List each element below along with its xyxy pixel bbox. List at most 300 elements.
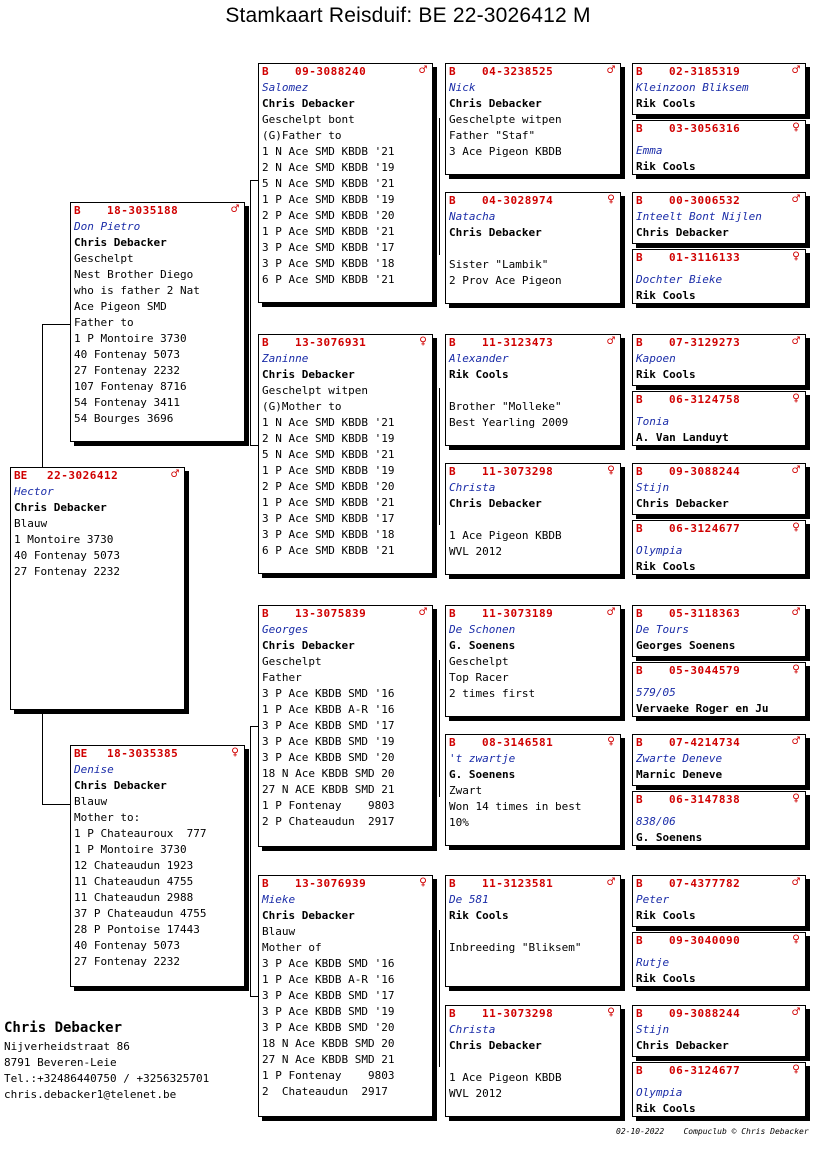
info-line: Geschelpt [262,655,322,668]
info-line: 3 P Ace SMD KBDB '18 [262,257,395,270]
owner-name: Rik Cools [636,289,696,302]
pigeon-name: Denise [74,763,114,776]
info-line: Geschelpt [449,655,509,668]
ring-number: 09-3088244 [669,465,741,478]
country-code: B [636,522,643,535]
owner-name: Chris Debacker [449,1039,542,1052]
country-code: B [262,877,269,890]
country-code: BE [74,747,88,760]
info-line: 3 P Ace KBDB SMD '17 [262,719,395,732]
pigeon-card-gg-grandparent[interactable] [632,63,806,115]
ring-number: 11-3073298 [482,1007,554,1020]
info-line: 40 Fontenay 5073 [14,549,120,562]
country-code: B [636,793,643,806]
ring-number: 01-3116133 [669,251,741,264]
owner-name: G. Soenens [449,639,516,652]
info-line: WVL 2012 [449,545,502,558]
country-code: B [74,204,81,217]
male-icon: ♂ [792,734,800,749]
ring-number: 22-3026412 [47,469,119,482]
info-line [446,241,620,257]
info-line: 54 Bourges 3696 [74,412,174,425]
info-line [446,383,620,399]
connector-line [250,726,258,727]
pigeon-name: Peter [636,893,670,906]
connector-line [250,180,258,181]
pigeon-card-gg-grandparent[interactable] [632,334,806,386]
connector-line [439,930,440,1067]
info-line: 54 Fontenay 3411 [74,396,180,409]
pigeon-name: Stijn [636,481,670,494]
female-icon: ♀ [792,662,800,677]
male-icon: ♂ [607,875,615,890]
info-line: Father to [74,316,134,329]
connector-line [439,118,440,255]
pigeon-card-gg-grandparent[interactable] [632,1005,806,1057]
owner-name: Rik Cools [636,1102,696,1115]
info-line [446,512,620,528]
ring-number: 13-3076931 [295,336,367,349]
pigeon-name: Rutje [636,956,670,969]
info-line: 40 Fontenay 5073 [74,939,180,952]
info-line: Geschelpt [74,252,134,265]
female-icon: ♀ [607,734,615,749]
info-line: Blauw [74,795,108,808]
info-line: 3 P Ace KBDB SMD '20 [262,1021,395,1034]
pigeon-name: Zwarte Deneve [636,752,723,765]
pigeon-name: Christa [449,1023,496,1036]
info-line: 2 P Ace SMD KBDB '20 [262,209,395,222]
ring-number: 07-3129273 [669,336,741,349]
country-code: B [262,336,269,349]
pigeon-card-gg-grandparent[interactable] [632,120,806,175]
ring-number: 05-3044579 [669,664,741,677]
pigeon-name: Dochter Bieke [636,273,723,286]
pigeon-name: 579/05 [636,686,676,699]
pigeon-card-grandsire-maternal[interactable] [258,605,433,847]
pigeon-card-gg-grandparent[interactable] [632,463,806,515]
info-line: 27 N Ace KBDB SMD 21 [262,1053,395,1066]
info-line: 18 N Ace KBDB SMD 20 [262,767,395,780]
info-line: Mother to: [74,811,141,824]
info-line: 10% [449,816,469,829]
info-line: 3 P Ace KBDB SMD '20 [262,751,395,764]
pigeon-card-grandsire-paternal[interactable] [258,63,433,303]
ring-number: 11-3073298 [482,465,554,478]
owner-name: Rik Cools [449,909,509,922]
owner-name: Rik Cools [636,972,696,985]
pigeon-name: 't zwartje [449,752,516,765]
owner-name: Chris Debacker [262,97,355,110]
owner-name: Georges Soenens [636,639,736,652]
country-code: B [636,664,643,677]
male-icon: ♂ [792,1005,800,1020]
breeder-phone: Tel.:+32486440750 / +3256325701 [4,1072,210,1085]
info-line: 6 P Ace SMD KBDB '21 [262,544,395,557]
ring-number: 02-3185319 [669,65,741,78]
footer-credit: Compuclub © Chris Debacker [683,1127,809,1136]
owner-name: Chris Debacker [449,497,542,510]
pigeon-name: Don Pietro [74,220,141,233]
pigeon-name: Olympia [636,544,683,557]
pigeon-card-mother[interactable] [70,745,245,987]
ring-number: 13-3076939 [295,877,367,890]
connector-line [42,324,70,325]
info-line: 5 N Ace SMD KBDB '21 [262,177,395,190]
ring-number: 09-3088240 [295,65,367,78]
ring-number: 09-3088244 [669,1007,741,1020]
owner-name: Rik Cools [636,97,696,110]
page-title: Stamkaart Reisduif: BE 22-3026412 M [225,4,591,27]
info-line: 2 Chateaudun 2917 [262,1085,388,1098]
pigeon-name: De Tours [636,623,689,636]
ring-number: 00-3006532 [669,194,741,207]
ring-number: 11-3123581 [482,877,554,890]
info-line: 27 Fontenay 2232 [14,565,120,578]
info-line: Top Racer [449,671,509,684]
owner-name: Chris Debacker [636,1039,729,1052]
male-icon: ♂ [419,605,427,620]
owner-name: Chris Debacker [262,368,355,381]
pigeon-card-great-grandparent[interactable] [445,192,621,304]
owner-name: Vervaeke Roger en Ju [636,702,769,715]
connector-line [439,660,440,797]
male-icon: ♂ [171,467,179,482]
pigeon-card-granddam-maternal[interactable] [258,875,433,1117]
pigeon-name: Nick [449,81,476,94]
pigeon-card-subject[interactable] [10,467,185,710]
info-line: 37 P Chateaudun 4755 [74,907,207,920]
female-icon: ♀ [607,1005,615,1020]
footer [616,1127,809,1136]
connector-line [250,445,258,446]
info-line: Father "Staf" [449,129,536,142]
pigeon-card-great-grandparent[interactable] [445,875,621,987]
pigeon-card-gg-grandparent[interactable] [632,1062,806,1117]
connector-line [250,996,258,997]
owner-name: Chris Debacker [636,226,729,239]
breeder-email: chris.debacker1@telenet.be [4,1088,177,1101]
info-line: Mother of [262,941,322,954]
breeder-info [4,1017,209,1103]
info-line: Won 14 times in best [449,800,582,813]
female-icon: ♀ [607,463,615,478]
ring-number: 04-3028974 [482,194,554,207]
info-line: 1 P Montoire 3730 [74,332,187,345]
owner-name: Rik Cools [636,368,696,381]
female-icon: ♀ [792,520,800,535]
male-icon: ♂ [792,192,800,207]
ring-number: 11-3123473 [482,336,554,349]
pigeon-card-gg-grandparent[interactable] [632,391,806,446]
male-icon: ♂ [607,334,615,349]
info-line: 6 P Ace SMD KBDB '21 [262,273,395,286]
owner-name: Rik Cools [636,560,696,573]
info-line: Blauw [262,925,296,938]
info-line: 2 P Chateaudun 2917 [262,815,395,828]
info-line [446,924,620,940]
info-line: 27 N ACE KBDB SMD 21 [262,783,395,796]
female-icon: ♀ [792,791,800,806]
info-line: 3 P Ace SMD KBDB '17 [262,241,395,254]
info-line: 2 P Ace SMD KBDB '20 [262,480,395,493]
info-line: 1 P Fontenay 9803 [262,1069,395,1082]
country-code: B [636,607,643,620]
ring-number: 06-3124758 [669,393,741,406]
pigeon-card-gg-grandparent[interactable] [632,192,806,244]
info-line: 2 times first [449,687,536,700]
male-icon: ♂ [792,63,800,78]
owner-name: Chris Debacker [262,909,355,922]
country-code: B [449,65,456,78]
owner-name: Chris Debacker [262,639,355,652]
info-line: 18 N Ace KBDB SMD 20 [262,1037,395,1050]
info-line: 11 Chateaudun 2988 [74,891,194,904]
ring-number: 05-3118363 [669,607,741,620]
info-line: 1 P Ace KBDB A-R '16 [262,973,395,986]
info-line: Geschelpt bont [262,113,355,126]
info-line: 1 P Chateauroux 777 [74,827,207,840]
owner-name: Rik Cools [449,368,509,381]
info-line: 3 P Ace KBDB SMD '17 [262,989,395,1002]
info-line: 12 Chateaudun 1923 [74,859,194,872]
ring-number: 04-3238525 [482,65,554,78]
owner-name: Marnic Deneve [636,768,723,781]
pigeon-name: Salomez [262,81,309,94]
ring-number: 18-3035188 [107,204,179,217]
male-icon: ♂ [231,202,239,217]
pigeon-card-great-grandparent[interactable] [445,334,621,446]
pigeon-card-gg-grandparent[interactable] [632,932,806,987]
info-line: 1 P Ace SMD KBDB '19 [262,193,395,206]
female-icon: ♀ [792,120,800,135]
connector-line [42,324,43,469]
country-code: B [449,336,456,349]
info-line: 5 N Ace SMD KBDB '21 [262,448,395,461]
owner-name: Rik Cools [636,160,696,173]
pigeon-card-father[interactable] [70,202,245,442]
info-line: Best Yearling 2009 [449,416,569,429]
country-code: B [636,1007,643,1020]
connector-line [439,388,440,525]
pigeon-name: 838/06 [636,815,676,828]
info-line: who is father 2 Nat [74,284,200,297]
info-line: Nest Brother Diego [74,268,194,281]
ring-number: 06-3124677 [669,1064,741,1077]
ring-number: 06-3124677 [669,522,741,535]
connector-line [42,714,43,804]
country-code: B [449,607,456,620]
owner-name: Chris Debacker [74,779,167,792]
pigeon-card-great-grandparent[interactable] [445,1005,621,1117]
info-line: 2 N Ace SMD KBDB '19 [262,432,395,445]
ring-number: 08-3146581 [482,736,554,749]
country-code: B [449,465,456,478]
pigeon-name: Georges [262,623,309,636]
pigeon-name: Kapoen [636,352,676,365]
info-line: 2 Prov Ace Pigeon [449,274,562,287]
male-icon: ♂ [419,63,427,78]
info-line: (G)Mother to [262,400,342,413]
info-line: Father [262,671,302,684]
pigeon-name: Mieke [262,893,296,906]
owner-name: Chris Debacker [14,501,107,514]
info-line: 1 P Ace KBDB A-R '16 [262,703,395,716]
pigeon-card-gg-grandparent[interactable] [632,875,806,927]
info-line: Inbreeding "Bliksem" [449,941,582,954]
info-line: Sister "Lambik" [449,258,549,271]
info-line: 3 P Ace KBDB SMD '16 [262,687,395,700]
pigeon-card-great-grandparent[interactable] [445,605,621,717]
male-icon: ♂ [792,463,800,478]
connector-line [250,180,251,445]
country-code: B [262,607,269,620]
male-icon: ♂ [792,605,800,620]
owner-name: G. Soenens [449,768,516,781]
country-code: B [636,465,643,478]
info-line: Blauw [14,517,48,530]
info-line: 2 N Ace SMD KBDB '19 [262,161,395,174]
female-icon: ♀ [792,391,800,406]
info-line: WVL 2012 [449,1087,502,1100]
pigeon-card-great-grandparent[interactable] [445,734,621,846]
owner-name: Chris Debacker [449,226,542,239]
ring-number: 07-4214734 [669,736,741,749]
owner-name: G. Soenens [636,831,703,844]
ring-number: 13-3075839 [295,607,367,620]
pigeon-card-gg-grandparent[interactable] [632,520,806,575]
male-icon: ♂ [792,875,800,890]
pigeon-name: Kleinzoon Bliksem [636,81,749,94]
breeder-city: 8791 Beveren-Leie [4,1056,117,1069]
footer-date: 02-10-2022 [616,1127,665,1136]
info-line: 3 P Ace SMD KBDB '18 [262,528,395,541]
ring-number: 09-3040090 [669,934,741,947]
country-code: B [262,65,269,78]
female-icon: ♀ [792,249,800,264]
pigeon-name: Christa [449,481,496,494]
info-line: 1 P Montoire 3730 [74,843,187,856]
info-line: 11 Chateaudun 4755 [74,875,194,888]
info-line [446,1054,620,1070]
connector-line [250,726,251,996]
connector-line [42,804,70,805]
female-icon: ♀ [231,745,239,760]
pigeon-card-gg-grandparent[interactable] [632,791,806,846]
pigeon-name: Zaninne [262,352,309,365]
pigeon-name: Olympia [636,1086,683,1099]
info-line: 1 N Ace SMD KBDB '21 [262,416,395,429]
country-code: B [636,336,643,349]
female-icon: ♀ [419,334,427,349]
info-line: 1 P Fontenay 9803 [262,799,395,812]
info-line: 27 Fontenay 2232 [74,364,180,377]
country-code: B [449,877,456,890]
pigeon-name: Stijn [636,1023,670,1036]
info-line: 27 Fontenay 2232 [74,955,180,968]
info-line: Geschelpt witpen [262,384,368,397]
pigeon-card-gg-grandparent[interactable] [632,249,806,304]
info-line: 3 Ace Pigeon KBDB [449,145,562,158]
info-line: Brother "Molleke" [449,400,562,413]
female-icon: ♀ [419,875,427,890]
ring-number: 11-3073189 [482,607,554,620]
ring-number: 03-3056316 [669,122,741,135]
info-line: 1 Ace Pigeon KBDB [449,1071,562,1084]
female-icon: ♀ [607,192,615,207]
country-code: B [636,934,643,947]
info-line: Geschelpte witpen [449,113,562,126]
country-code: B [636,393,643,406]
country-code: BE [14,469,28,482]
country-code: B [636,194,643,207]
pigeon-card-gg-grandparent[interactable] [632,605,806,657]
country-code: B [636,877,643,890]
male-icon: ♂ [792,334,800,349]
country-code: B [636,736,643,749]
owner-name: A. Van Landuyt [636,431,729,444]
country-code: B [449,194,456,207]
country-code: B [449,1007,456,1020]
owner-name: Chris Debacker [74,236,167,249]
info-line: 1 N Ace SMD KBDB '21 [262,145,395,158]
ring-number: 06-3147838 [669,793,741,806]
pigeon-card-gg-grandparent[interactable] [632,734,806,786]
info-line: 3 P Ace SMD KBDB '17 [262,512,395,525]
info-line: 1 Ace Pigeon KBDB [449,529,562,542]
pigeon-name: Tonia [636,415,670,428]
pigeon-name: De 581 [449,893,489,906]
pigeon-card-granddam-paternal[interactable] [258,334,433,574]
pigeon-name: Hector [14,485,54,498]
ring-number: 18-3035385 [107,747,179,760]
male-icon: ♂ [607,63,615,78]
info-line: Ace Pigeon SMD [74,300,167,313]
country-code: B [449,736,456,749]
country-code: B [636,251,643,264]
info-line: 1 P Ace SMD KBDB '19 [262,464,395,477]
pigeon-name: Emma [636,144,663,157]
breeder-name: Chris Debacker [4,1020,123,1036]
country-code: B [636,65,643,78]
male-icon: ♂ [607,605,615,620]
info-line: 40 Fontenay 5073 [74,348,180,361]
info-line: 28 P Pontoise 17443 [74,923,200,936]
country-code: B [636,1064,643,1077]
pigeon-card-great-grandparent[interactable] [445,63,621,175]
pigeon-card-great-grandparent[interactable] [445,463,621,575]
owner-name: Chris Debacker [449,97,542,110]
info-line: 107 Fontenay 8716 [74,380,187,393]
info-line: 1 P Ace SMD KBDB '21 [262,225,395,238]
country-code: B [636,122,643,135]
info-line: 1 Montoire 3730 [14,533,114,546]
pigeon-name: Natacha [449,210,496,223]
info-line: 1 P Ace SMD KBDB '21 [262,496,395,509]
female-icon: ♀ [792,1062,800,1077]
owner-name: Rik Cools [636,909,696,922]
info-line: 3 P Ace KBDB SMD '19 [262,1005,395,1018]
info-line: 3 P Ace KBDB SMD '16 [262,957,395,970]
info-line: (G)Father to [262,129,342,142]
ring-number: 07-4377782 [669,877,741,890]
pigeon-name: De Schonen [449,623,516,636]
pigeon-card-gg-grandparent[interactable] [632,662,806,717]
pigeon-name: Inteelt Bont Nijlen [636,210,762,223]
female-icon: ♀ [792,932,800,947]
owner-name: Chris Debacker [636,497,729,510]
pigeon-name: Alexander [449,352,509,365]
